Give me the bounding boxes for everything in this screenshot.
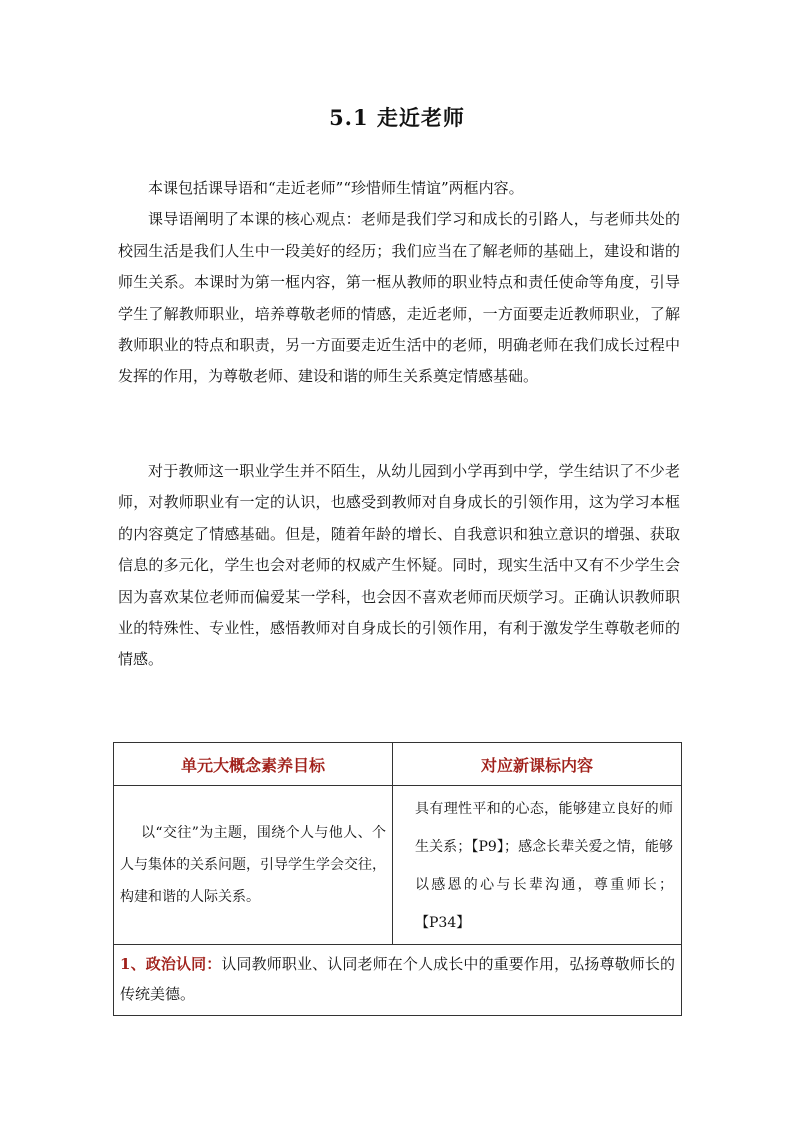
intro-paragraph-2: 课导语阐明了本课的核心观点：老师是我们学习和成长的引路人，与老师共处的校园生活是我们人生中一段美好的经历；我们应当在了解老师的基础上，建设和谐的师生关系。本课时为第一框内容，第一框从教师的职业特点和责任使命等角度，引导学生了解教师职业，培养尊敬老师的情感，走近老师，一方面要走近教师职业，了解教师职业的特点和职责，另一方面要走近生活中的老师，明确老师在我们成长过程中发挥的作用，为尊敬老师、建设和谐的师生关系奠定情感基础。 <box>118 210 680 386</box>
header-curriculum-content: 对应新课标内容 <box>393 743 682 786</box>
analysis-section <box>118 456 680 676</box>
table-row <box>114 945 682 1016</box>
analysis-paragraph: 对于教师这一职业学生并不陌生，从幼儿园到小学再到中学，学生结识了不少老师，对教师职业有一定的认识，也感受到教师对自身成长的引领作用，这为学习本框的内容奠定了情感基础。但是，随着年龄的增长、自我意识和独立意识的增强、获取信息的多元化，学生也会对老师的权威产生怀疑。同时，现实生活中又有不少学生会因为喜欢某位老师而偏爱某一学科，也会因不喜欢老师而厌烦学习。正确认识教师职业的特殊性、专业性，感悟教师对自身成长的引领作用，有利于激发学生尊敬老师的情感。 <box>118 462 680 669</box>
unit-goal-text: 以“交往”为主题，围绕个人与他人、个人与集体的关系问题，引导学生学会交往，构建和谐的人际关系。 <box>120 825 386 905</box>
unit-goal-cell <box>114 786 393 945</box>
goal-text: 认同教师职业、认同老师在个人成长中的重要作用，弘扬尊敬师长的传统美德。 <box>120 955 675 1003</box>
page-title: 5.1 走近老师 <box>329 105 465 130</box>
political-identity-cell <box>114 945 682 1016</box>
intro-section <box>118 173 680 393</box>
intro-paragraph-1: 本课包括课导语和“走近老师”“珍惜师生情谊”两框内容。 <box>148 179 524 197</box>
curriculum-cell <box>393 786 682 945</box>
header-unit-goals: 单元大概念素养目标 <box>114 743 393 786</box>
goals-table <box>113 742 682 1016</box>
curriculum-text: 具有理性平和的心态，能够建立良好的师生关系；【P9】；感念长辈关爱之情，能够以感恩的心与长辈沟通，尊重师长；【P34】 <box>415 801 673 931</box>
table-header-row <box>114 743 682 786</box>
table-row <box>114 786 682 945</box>
goal-label: 1、政治认同： <box>120 955 222 973</box>
